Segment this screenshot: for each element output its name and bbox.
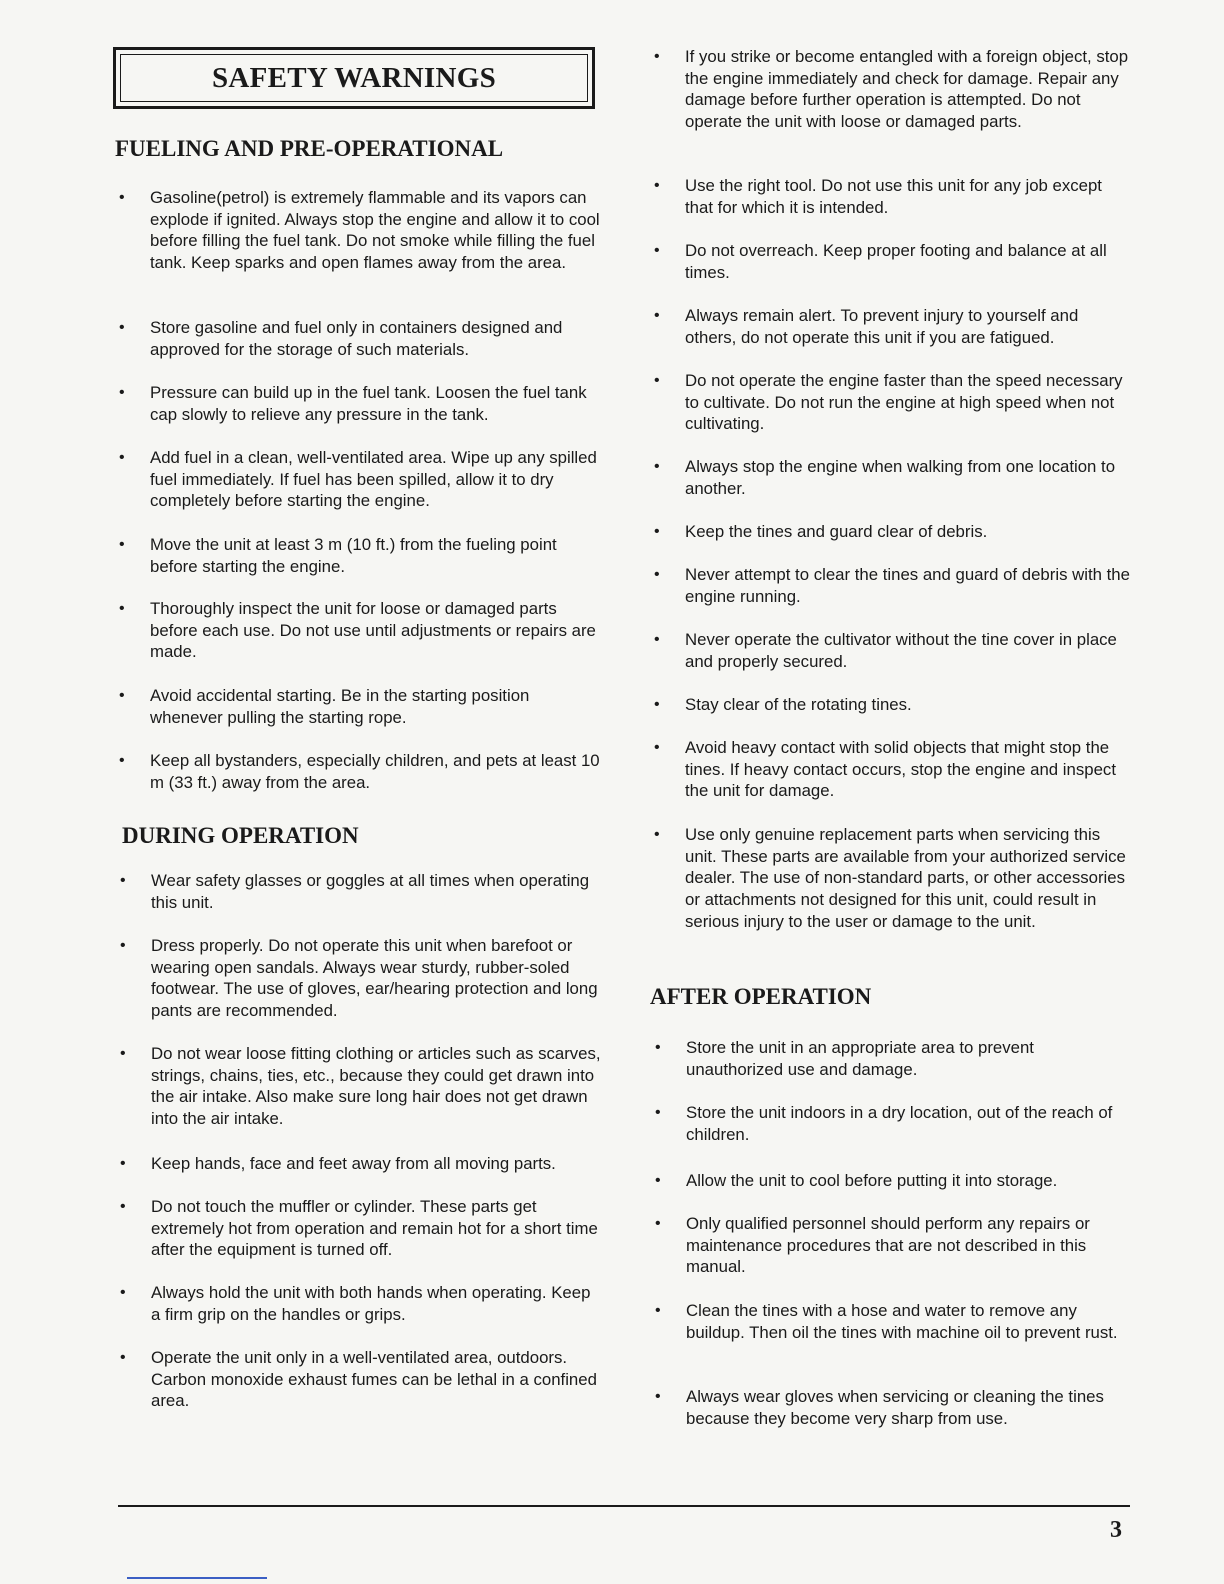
list-item: • Keep hands, face and feet away from all moving parts. (114, 1153, 604, 1175)
title-box (113, 47, 595, 109)
list-item: • Do not touch the muffler or cylinder. These parts get extremely hot from operation and remain hot for a short time after the equipment is turned off. (114, 1196, 604, 1261)
section-heading-after: AFTER OPERATION (650, 984, 872, 1009)
list-item: • Keep the tines and guard clear of debris. (648, 521, 1133, 543)
footer-rule (118, 1505, 1130, 1507)
page-number: 3 (1110, 1517, 1122, 1543)
list-item: • Store the unit in an appropriate area to prevent unauthorized use and damage. (649, 1037, 1134, 1080)
list-item: • Stay clear of the rotating tines. (648, 694, 1133, 716)
list-item: • Store gasoline and fuel only in containers designed and approved for the storage of such materials. (113, 317, 603, 360)
list-item: • Dress properly. Do not operate this unit when barefoot or wearing open sandals. Always wear sturdy, rubber-soled footwear. The use of gloves, ear/hearing protection and long pants are recommended. (114, 935, 604, 1022)
list-item: • Gasoline(petrol) is extremely flammable and its vapors can explode if ignited. Always stop the engine and allow it to cool before filling the fuel tank. Do not smoke while filling the fuel tank. Keep sparks and open flames away from the area. (113, 187, 603, 274)
list-item: • Avoid accidental starting. Be in the starting position whenever pulling the starting rope. (113, 685, 603, 728)
list-item: • Never operate the cultivator without the tine cover in place and properly secured. (648, 629, 1133, 672)
list-item: • Pressure can build up in the fuel tank. Loosen the fuel tank cap slowly to relieve any pressure in the tank. (113, 382, 603, 425)
list-item: • Store the unit indoors in a dry location, out of the reach of children. (649, 1102, 1134, 1145)
list-item: • Operate the unit only in a well-ventilated area, outdoors. Carbon monoxide exhaust fumes can be lethal in a confined area. (114, 1347, 604, 1412)
section-heading-fueling: FUELING AND PRE-OPERATIONAL (115, 136, 504, 161)
list-item: • Always remain alert. To prevent injury to yourself and others, do not operate this unit if you are fatigued. (648, 305, 1133, 348)
list-item: • Use the right tool. Do not use this unit for any job except that for which it is intended. (648, 175, 1133, 218)
list-item: • Never attempt to clear the tines and guard of debris with the engine running. (648, 564, 1133, 607)
list-item: • Keep all bystanders, especially children, and pets at least 10 m (33 ft.) away from the area. (113, 750, 603, 793)
list-item: • Only qualified personnel should perform any repairs or maintenance procedures that are not described in this manual. (649, 1213, 1134, 1278)
list-item: • Always hold the unit with both hands when operating. Keep a firm grip on the handles or grips. (114, 1282, 604, 1325)
list-item: • Do not wear loose fitting clothing or articles such as scarves, strings, chains, ties, etc., because they could get drawn into the air intake. Also make sure long hair does not get drawn into the air intake. (114, 1043, 604, 1130)
list-item: • Always stop the engine when walking from one location to another. (648, 456, 1133, 499)
list-item: • Avoid heavy contact with solid objects that might stop the tines. If heavy contact occurs, stop the engine and inspect the unit for damage. (648, 737, 1133, 802)
list-item: • If you strike or become entangled with a foreign object, stop the engine immediately and check for damage. Repair any damage before further operation is attempted. Do not operate the unit with loose or damaged parts. (648, 46, 1133, 133)
list-item: • Move the unit at least 3 m (10 ft.) from the fueling point before starting the engine. (113, 534, 603, 577)
list-item: • Do not operate the engine faster than the speed necessary to cultivate. Do not run the engine at high speed when not cultivating. (648, 370, 1133, 435)
footer-link-underline (127, 1577, 267, 1579)
section-heading-during: DURING OPERATION (122, 823, 359, 848)
list-item: • Do not overreach. Keep proper footing and balance at all times. (648, 240, 1133, 283)
list-item: • Use only genuine replacement parts when servicing this unit. These parts are available from your authorized service dealer. The use of non-standard parts, or other accessories or attachments not designed for this unit, could result in serious injury to the user or damage to the unit. (648, 824, 1133, 933)
list-item: • Clean the tines with a hose and water to remove any buildup. Then oil the tines with machine oil to prevent rust. (649, 1300, 1134, 1343)
list-item: • Wear safety glasses or goggles at all times when operating this unit. (114, 870, 604, 913)
list-item: • Always wear gloves when servicing or cleaning the tines because they become very sharp from use. (649, 1386, 1134, 1429)
page-title: SAFETY WARNINGS (120, 54, 588, 102)
list-item: • Allow the unit to cool before putting it into storage. (649, 1170, 1134, 1192)
list-item: • Thoroughly inspect the unit for loose or damaged parts before each use. Do not use until adjustments or repairs are made. (113, 598, 603, 663)
list-item: • Add fuel in a clean, well-ventilated area. Wipe up any spilled fuel immediately. If fuel has been spilled, allow it to dry completely before starting the engine. (113, 447, 603, 512)
